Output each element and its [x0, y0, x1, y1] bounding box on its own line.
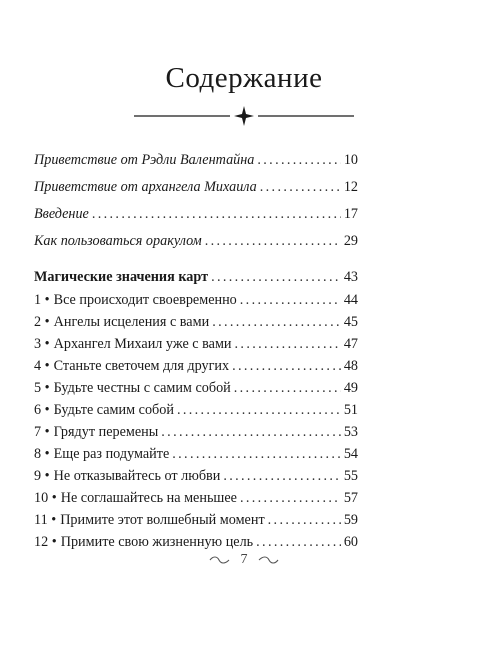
page-footer [0, 552, 488, 568]
toc-entry-card-1[interactable]: 1 • Все происходит своевременно . . . 44 [34, 290, 358, 310]
toc-entry-card-6[interactable]: 6 • Будьте самим собой . . . 51 [34, 400, 358, 420]
toc-entry-card-4[interactable]: 4 • Станьте светочем для других . . . 48 [34, 356, 358, 376]
swirl-right-icon [257, 555, 279, 565]
toc-entry-intro-4[interactable]: Как пользоваться оракулом . . . 29 [34, 231, 358, 251]
toc-entry-card-12[interactable]: 12 • Примите свою жизненную цель . . . 60 [34, 532, 358, 552]
toc-entry-card-2[interactable]: 2 • Ангелы исцеления с вами . . . 45 [34, 312, 358, 332]
page-title: Содержание [165, 62, 323, 94]
toc-entry-intro-2[interactable]: Приветствие от архангела Михаила . . . 12 [34, 177, 358, 197]
toc-entry-card-9[interactable]: 9 • Не отказывайтесь от любви . . . 55 [34, 466, 358, 486]
toc-entry-card-11[interactable]: 11 • Примите этот волшебный момент . . . 59 [34, 510, 358, 530]
toc-entry-card-5[interactable]: 5 • Будьте честны с самим собой . . . 49 [34, 378, 358, 398]
page-number: 7 [240, 552, 248, 567]
star-divider-ornament [134, 106, 354, 126]
toc-entry-card-3[interactable]: 3 • Архангел Михаил уже с вами . . . 47 [34, 334, 358, 354]
toc-entry-intro-3[interactable]: Введение . . . 17 [34, 204, 358, 224]
toc-entry-card-10[interactable]: 10 • Не соглашайтесь на меньшее . . . 57 [34, 488, 358, 508]
toc-section-heading[interactable]: Магические значения карт . . . 43 [34, 267, 358, 287]
toc-entry-card-8[interactable]: 8 • Еще раз подумайте . . . 54 [34, 444, 358, 464]
toc-entry-card-7[interactable]: 7 • Грядут перемены . . . 53 [34, 422, 358, 442]
swirl-left-icon [209, 555, 231, 565]
toc-entry-intro-1[interactable]: Приветствие от Рэдли Валентайна . . . 10 [34, 150, 358, 170]
